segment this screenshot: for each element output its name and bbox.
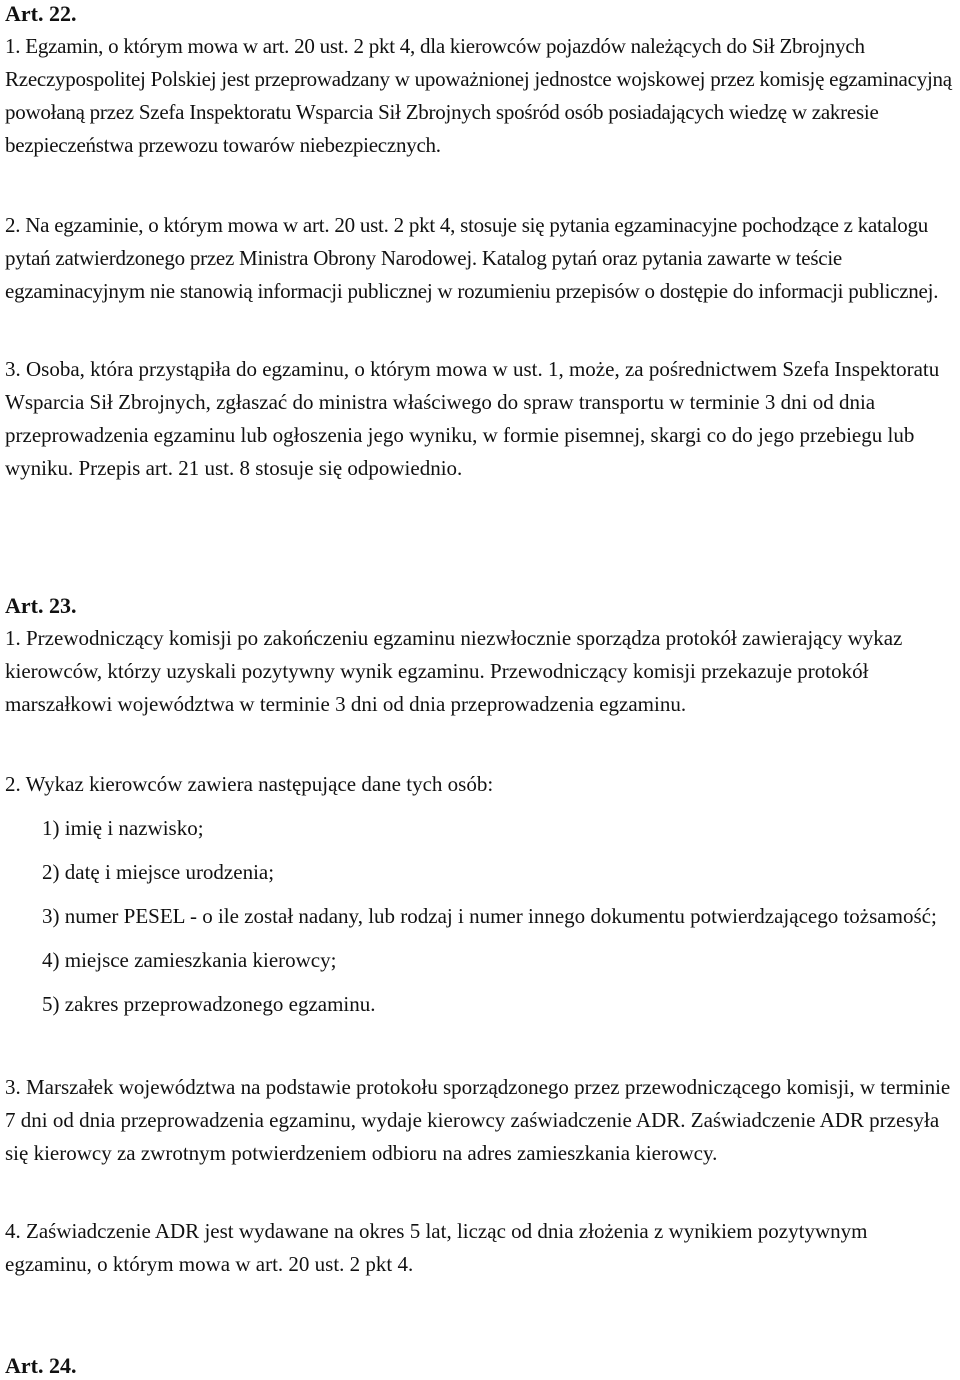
list-item: 5) zakres przeprowadzonego egzaminu. xyxy=(42,992,376,1016)
article-23-paragraph-1: 1. Przewodniczący komisji po zakończeniu egzaminu niezwłocznie sporządza protokół zawierający wykaz kierowców, którzy uzyskali pozytywny wynik egzaminu. Przewodniczący komisji przekazuje protokół marszałkowi województwa w terminie 3 dni od dnia przeprowadzenia egzaminu. xyxy=(5,626,903,716)
article-23-paragraph-2: 2. Wykaz kierowców zawiera następujące dane tych osób: xyxy=(5,772,494,796)
list-item: 1) imię i nazwisko; xyxy=(42,816,204,840)
list-item: 2) datę i miejsce urodzenia; xyxy=(42,860,275,884)
article-23-paragraph-3: 3. Marszałek województwa na podstawie protokołu sporządzonego przez przewodniczącego komisji, w terminie 7 dni od dnia przeprowadzenia egzaminu, wydaje kierowcy zaświadczenie ADR. Zaświadczenie ADR przesyła się kierowcy za zwrotnym potwierdzeniem odbioru na adres zamieszkania kierowcy. xyxy=(5,1075,951,1165)
list-item: 3) numer PESEL - o ile został nadany, lub rodzaj i numer innego dokumentu potwierdzającego tożsamość; xyxy=(42,904,937,928)
article-23-data-list xyxy=(5,812,955,1032)
article-22-paragraph-3: 3. Osoba, która przystąpiła do egzaminu, o którym mowa w ust. 1, może, za pośrednictwem Szefa Inspektoratu Wsparcia Sił Zbrojnych, zgłaszać do ministra właściwego do spraw transportu w terminie 3 dni od dnia przeprowadzenia egzaminu lub ogłoszenia jego wyniku, w formie pisemnej, skargi co do jego przebiegu lub wyniku. Przepis art. 21 ust. 8 stosuje się odpowiednio. xyxy=(5,357,940,480)
article-24-heading: Art. 24. xyxy=(5,1353,77,1378)
article-22-paragraph-1: 1. Egzamin, o którym mowa w art. 20 ust. 2 pkt 4, dla kierowców pojazdów należących do Sił Zbrojnych Rzeczypospolitej Polskiej jest przeprowadzany w upoważnionej jednostce wojskowej przez komisję egzaminacyjną powołaną przez Szefa Inspektoratu Wsparcia Sił Zbrojnych spośród osób posiadających wiedzę w zakresie bezpieczeństwa przewozu towarów niebezpiecznych. xyxy=(5,34,952,157)
list-item: 4) miejsce zamieszkania kierowcy; xyxy=(42,948,337,972)
article-23-paragraph-4: 4. Zaświadczenie ADR jest wydawane na okres 5 lat, licząc od dnia złożenia z wynikiem pozytywnym egzaminu, o którym mowa w art. 20 ust. 2 pkt 4. xyxy=(5,1219,868,1276)
article-22-paragraph-2: 2. Na egzaminie, o którym mowa w art. 20 ust. 2 pkt 4, stosuje się pytania egzaminacyjne pochodzące z katalogu pytań zatwierdzonego przez Ministra Obrony Narodowej. Katalog pytań oraz pytania zawarte w teście egzaminacyjnym nie stanowią informacji publicznej w rozumieniu przepisów o dostępie do informacji publicznej. xyxy=(5,213,939,303)
article-23-heading: Art. 23. xyxy=(5,593,77,618)
article-22-heading: Art. 22. xyxy=(5,1,77,26)
